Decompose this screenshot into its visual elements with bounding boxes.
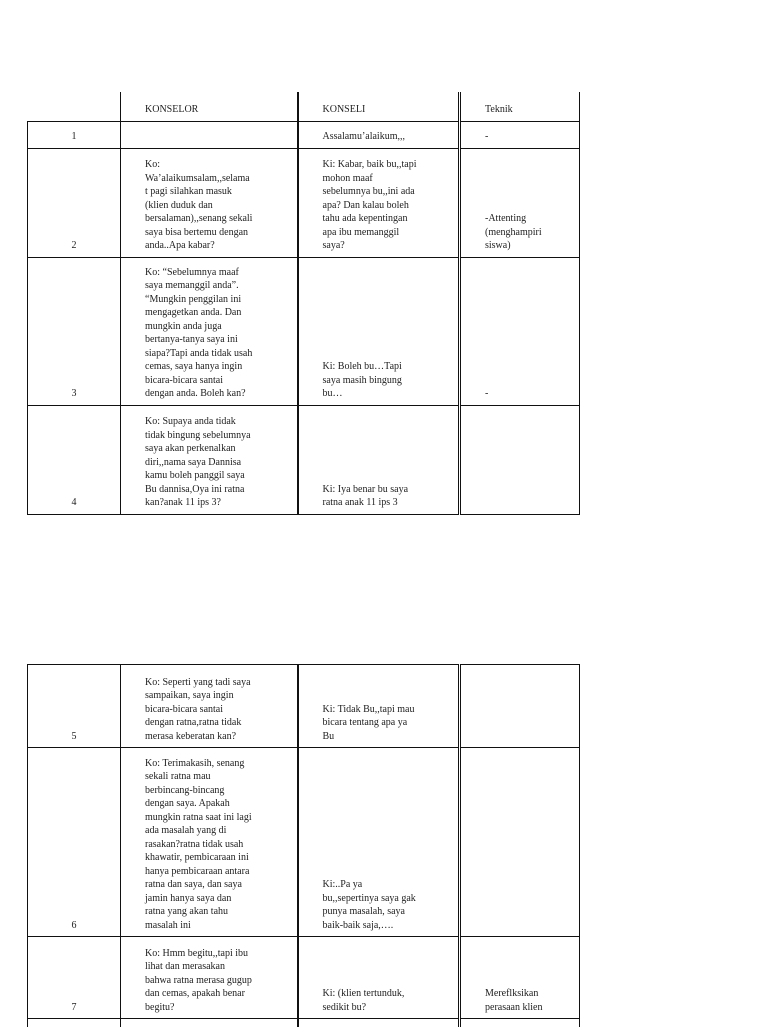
konselor-cell (121, 121, 298, 148)
header-number (28, 92, 121, 121)
table-row (28, 405, 580, 514)
row-number: 2 (28, 148, 121, 257)
konselor-cell: Ko: Terimakasih, senang sekali ratna mau berbincang-bincang dengan saya. Apakah mungkin ratna saat ini lagi ada masalah yang di rasakan?ratna tidak usah khawatir, pembicaraan ini hanya pembicaraan antara ratna dan saya, dan saya jamin hanya saya dan ratna yang akan tahu masalah ini (121, 748, 298, 937)
konseli-cell: Ki: Tidak Bu,,tapi mau bicara tentang apa ya Bu (298, 665, 460, 748)
konseli-cell: Ki: Iya benar bu saya ratna anak 11 ips 3 (298, 405, 460, 514)
konselor-cell: Ko: Seperti yang tadi saya sampaikan, saya ingin bicara-bicara santai dengan ratna,ratna tidak merasa keberatan kan? (121, 665, 298, 748)
konselor-cell (121, 1019, 298, 1027)
teknik-cell (460, 405, 580, 514)
teknik-cell (460, 665, 580, 748)
row-number: 5 (28, 665, 121, 748)
table-row-partial (28, 1019, 580, 1027)
konseli-cell: Ki: (klien tertunduk, sedikit bu? (298, 937, 460, 1019)
teknik-cell (460, 748, 580, 937)
table-row (28, 148, 580, 257)
row-number: 6 (28, 748, 121, 937)
row-number: 4 (28, 405, 121, 514)
konseli-cell: Assalamu’alaikum,,, (298, 121, 460, 148)
konselor-cell: Ko: Hmm begitu,,tapi ibu lihat dan merasakan bahwa ratna merasa gugup dan cemas, apakah benar begitu? (121, 937, 298, 1019)
row-number: 7 (28, 937, 121, 1019)
dialogue-table-2 (27, 664, 580, 1027)
row-number (28, 1019, 121, 1027)
teknik-cell: - (460, 257, 580, 405)
konselor-cell: Ko: Wa’alaikumsalam,,selama t pagi silahkan masuk (klien duduk dan bersalaman),,senang sekali saya bisa bertemu dengan anda..Apa kabar? (121, 148, 298, 257)
konselor-cell: Ko: Supaya anda tidak tidak bingung sebelumnya saya akan perkenalkan diri,,nama saya Dannisa kamu boleh panggil saya Bu dannisa,Oya ini ratna kan?anak 11 ips 3? (121, 405, 298, 514)
teknik-cell (460, 1019, 580, 1027)
table-row (28, 937, 580, 1019)
table-row (28, 665, 580, 748)
table-row (28, 748, 580, 937)
table-header-row (28, 92, 580, 121)
row-number: 3 (28, 257, 121, 405)
row-number: 1 (28, 121, 121, 148)
table-row (28, 121, 580, 148)
header-konseli: KONSELI (298, 92, 460, 121)
teknik-cell: -Attenting (menghampiri siswa) (460, 148, 580, 257)
dialogue-table-1 (27, 92, 580, 515)
konseli-cell: Ki: Boleh bu…Tapi saya masih bingung bu… (298, 257, 460, 405)
konselor-cell: Ko: “Sebelumnya maaf saya memanggil anda”. “Mungkin penggilan ini mengagetkan anda. Dan mungkin anda juga bertanya-tanya saya ini siapa?Tapi anda tidak usah cemas, saya hanya ingin bicara-bicara santai dengan anda. Boleh kan? (121, 257, 298, 405)
header-konselor: KONSELOR (121, 92, 298, 121)
konseli-cell (298, 1019, 460, 1027)
konseli-cell: Ki:..Pa ya bu,,sepertinya saya gak punya masalah, saya baik-baik saja,…. (298, 748, 460, 937)
table-row (28, 257, 580, 405)
teknik-cell: - (460, 121, 580, 148)
teknik-cell: Mereflksikan perasaan klien (460, 937, 580, 1019)
konseli-cell: Ki: Kabar, baik bu,,tapi mohon maaf sebelumnya bu,,ini ada apa? Dan kalau boleh tahu ada kepentingan apa ibu memanggil saya? (298, 148, 460, 257)
header-teknik: Teknik (460, 92, 580, 121)
